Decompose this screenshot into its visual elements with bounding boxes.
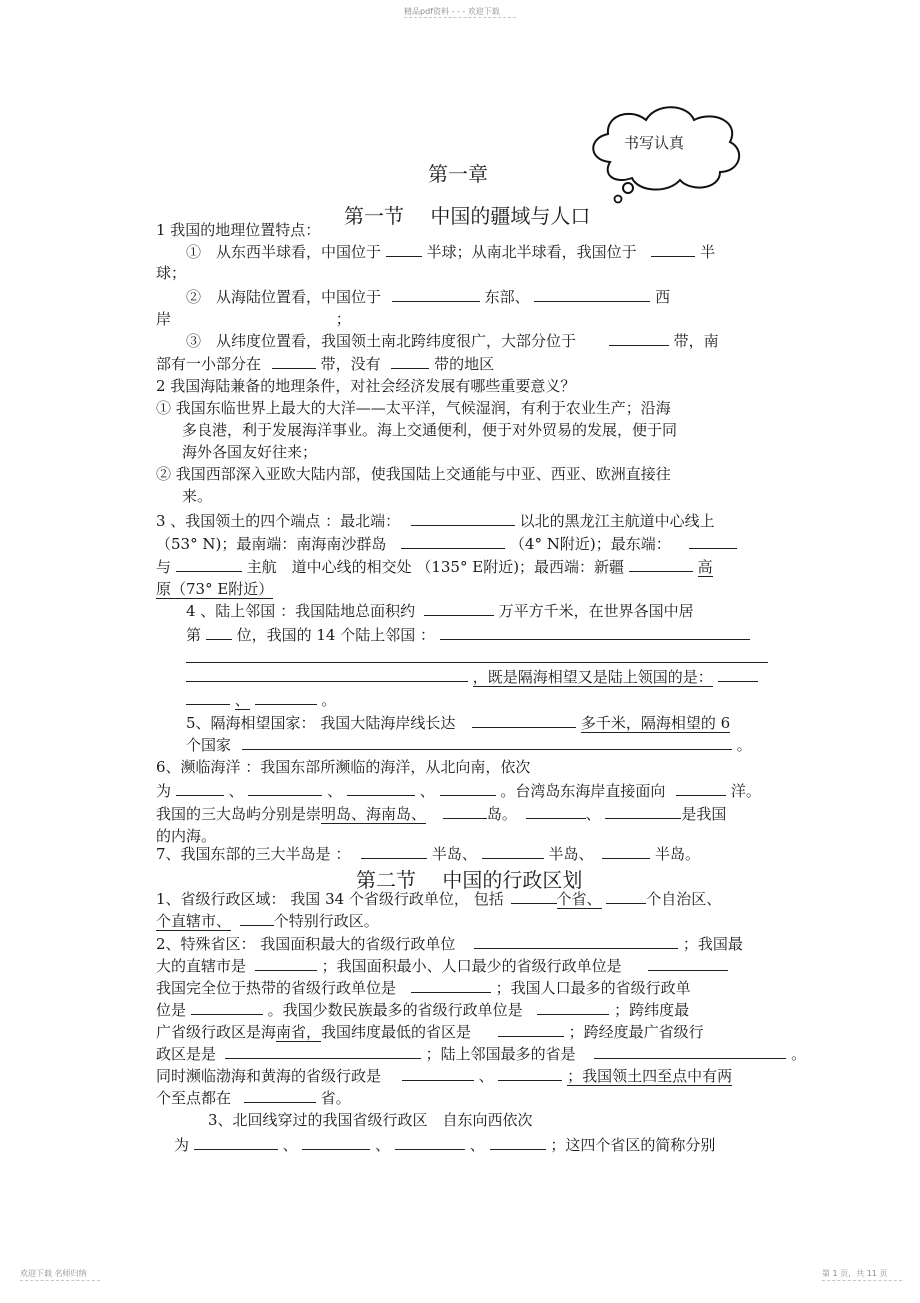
q4-blank-both[interactable] bbox=[718, 666, 758, 682]
s2q3-b5: ；这四个省区的简称分别 bbox=[550, 1136, 716, 1154]
q3-blank-east[interactable] bbox=[689, 533, 737, 549]
s2q2-a1: 2、特殊省区： 我国面积最大的省级行政单位 bbox=[156, 935, 456, 953]
s2q3-b4: 、 bbox=[469, 1136, 485, 1154]
s2q2-d2: 。我国少数民族最多的省级行政单位是 bbox=[267, 1001, 523, 1019]
s2q2-d3: ；跨纬度最 bbox=[614, 1001, 690, 1019]
q4-blank-neighbors-3[interactable] bbox=[186, 666, 468, 682]
s2q2-e3: 我国纬度最低的省区是 bbox=[321, 1023, 472, 1041]
s2q2-f2: ；陆上邻国最多的省是 bbox=[425, 1045, 576, 1063]
q1-line-b2 bbox=[156, 309, 351, 330]
q1-blank-temperate[interactable] bbox=[609, 330, 669, 346]
page-footer-left: 欢迎下载 名师归纳 bbox=[20, 1269, 87, 1278]
q1-a3: 半 bbox=[700, 243, 716, 261]
q7-blank-peninsula-3[interactable] bbox=[602, 843, 650, 859]
s2q2-a2: ；我国最 bbox=[682, 935, 743, 953]
s2q2-blank-populous[interactable] bbox=[191, 999, 263, 1015]
header-divider bbox=[404, 17, 516, 18]
q4-e1: 、 bbox=[234, 691, 250, 709]
q6-blank-inland-sea-2[interactable] bbox=[605, 803, 681, 819]
s2q2-f1: 政区是是 bbox=[156, 1045, 217, 1063]
q2-p2a: ② 我国西部深入亚欧大陆内部，使我国陆上交通能与中亚、西亚、欧洲直接往 bbox=[156, 465, 671, 483]
q5-b2: 。 bbox=[736, 736, 752, 754]
q1-b5: ； bbox=[335, 310, 351, 328]
q1-a4: 球； bbox=[156, 264, 187, 282]
q4-a2: 万平方千米，在世界各国中居 bbox=[498, 602, 694, 620]
q5-a1: 5、隔海相望国家： 我国大陆海岸线长达 bbox=[186, 714, 456, 732]
s2q2-g2: 、 bbox=[478, 1067, 494, 1085]
q6-blank-sea-4[interactable] bbox=[440, 780, 496, 796]
q1-c1: ③ 从纬度位置看，我国领土南北跨纬度很广，大部分位于 bbox=[186, 332, 577, 350]
q7-blank-peninsula-1[interactable] bbox=[361, 843, 427, 859]
q1-blank-hemisphere-ew[interactable] bbox=[386, 241, 422, 257]
s2q2-e1: 广省级行政区是海 bbox=[156, 1023, 277, 1041]
s2q1-a1: 1、省级行政区域： 我国 34 个省级行政单位， 包括 bbox=[156, 890, 504, 908]
s2q2-c2: ；我国人口最多的省级行政单 bbox=[495, 979, 691, 997]
s2q2-blank-most-neighbors[interactable] bbox=[594, 1043, 786, 1059]
s2q3-line-b bbox=[174, 1134, 715, 1156]
s2q3-b3: 、 bbox=[375, 1136, 391, 1154]
footer-divider-right bbox=[822, 1280, 902, 1281]
q1-c5: 带的地区 bbox=[434, 355, 495, 373]
page-footer-right: 第 1 页，共 11 页 bbox=[822, 1269, 888, 1278]
q6-b1: 为 bbox=[156, 782, 172, 800]
s2q3-b2: 、 bbox=[282, 1136, 298, 1154]
section1-title: 第一节 中国的疆域与人口 bbox=[344, 204, 591, 228]
q1-head: 1 我国的地理位置特点： bbox=[156, 221, 321, 239]
q3-a1: 3 、我国领土的四个端点 ：最北端： bbox=[156, 512, 401, 530]
s2q2-g1: 同时濒临渤海和黄海的省级行政是 bbox=[156, 1067, 382, 1085]
q1-b1: ② 从海陆位置看，中国位于 bbox=[186, 288, 382, 306]
s2q2-blank-bohai-2[interactable] bbox=[498, 1065, 562, 1081]
q5-b1: 个国家 bbox=[186, 736, 232, 754]
q6-blank-taiwan-ocean[interactable] bbox=[676, 780, 726, 796]
s2q2-line-h bbox=[156, 1087, 351, 1109]
q4-line-b bbox=[186, 624, 750, 646]
s2q2-e2: 南省， bbox=[276, 1023, 322, 1041]
s2q2-line-g bbox=[156, 1065, 732, 1087]
q6-blank-sea-3[interactable] bbox=[347, 780, 415, 796]
stamp-text: 书写认真 bbox=[624, 134, 685, 152]
s2q2-h2: 省。 bbox=[320, 1089, 351, 1107]
q4-b1: 第 bbox=[186, 626, 202, 644]
q3-b1: （53° N)；最南端：南海南沙群岛 bbox=[156, 535, 387, 553]
q1-line-a bbox=[186, 241, 715, 263]
s2q2-line-b bbox=[156, 955, 728, 977]
q4-blank-neighbors-1[interactable] bbox=[440, 624, 750, 640]
q6-b4: 、 bbox=[419, 782, 435, 800]
q3-line-c bbox=[156, 556, 713, 578]
s2q2-blank-tropical[interactable] bbox=[411, 977, 491, 993]
s2q2-b2: ；我国面积最小、人口最少的省级行政单位是 bbox=[321, 957, 622, 975]
q5-a2: 多千米，隔海相望的 6 bbox=[580, 714, 731, 732]
q3-a2: 以北的黑龙江主航道中心线上 bbox=[519, 512, 715, 530]
s2q2-line-e bbox=[156, 1021, 704, 1043]
s2q3-blank-province-4[interactable] bbox=[490, 1134, 546, 1150]
q3-b2: （4° N附近)；最东端： bbox=[509, 535, 671, 553]
q6-line-c bbox=[156, 803, 726, 825]
q2-head: 2 我国海陆兼备的地理条件，对社会经济发展有哪些重要意义？ bbox=[156, 377, 576, 395]
q6-d1: 的内海。 bbox=[156, 827, 217, 845]
q1-line-c bbox=[186, 330, 719, 352]
s2q2-blank-municipality[interactable] bbox=[255, 955, 317, 971]
s2q1-blank-provinces[interactable] bbox=[511, 888, 557, 904]
s2q1-line-b bbox=[156, 910, 379, 932]
q3-c3: 高 bbox=[697, 558, 713, 576]
s2q1-b1: 个直辖市、 bbox=[156, 912, 232, 930]
section2-title: 第二节 中国的行政区划 bbox=[356, 868, 583, 892]
q4-a1: 4 、陆上邻国 ：我国陆地总面积约 bbox=[186, 602, 416, 620]
s2q2-blank-bohai-1[interactable] bbox=[402, 1065, 474, 1081]
q4-blank-rank[interactable] bbox=[206, 624, 232, 640]
q4-b2: 位，我国的 14 个陆上邻国 ： bbox=[236, 626, 435, 644]
q3-blank-north[interactable] bbox=[411, 510, 515, 526]
q6-blank-sea-1[interactable] bbox=[176, 780, 224, 796]
q3-line-a bbox=[156, 510, 715, 532]
s2q3-b1: 为 bbox=[174, 1136, 190, 1154]
q1-blank-hemisphere-ns[interactable] bbox=[651, 241, 695, 257]
q3-blank-east-river[interactable] bbox=[176, 556, 242, 572]
q7-line bbox=[156, 843, 700, 865]
q1-blank-frigid[interactable] bbox=[391, 353, 429, 369]
q4-d1: ，既是隔海相望又是陆上领国的是： bbox=[472, 668, 713, 686]
s2q2-blank-largest[interactable] bbox=[474, 933, 678, 949]
cloud-stamp-icon bbox=[580, 100, 750, 210]
q6-c1: 我国的三大岛屿分别是崇 bbox=[156, 805, 322, 823]
q1-a2: 半球；从南北半球看，我国位于 bbox=[426, 243, 637, 261]
s2q1-blank-autonomous[interactable] bbox=[606, 888, 646, 904]
q2-p2b: 来。 bbox=[182, 487, 213, 505]
q1-c4: 带，没有 bbox=[320, 355, 381, 373]
s2q3-a1: 3、北回线穿过的我国省级行政区 自东向西依次 bbox=[208, 1111, 533, 1129]
q4-blank-both-2[interactable] bbox=[255, 689, 317, 705]
s2q1-a2: 个省、 bbox=[556, 890, 602, 908]
q4-line-d bbox=[186, 666, 758, 688]
s2q1-line-a bbox=[156, 888, 721, 910]
s2q2-line-a bbox=[156, 933, 743, 955]
q4-e2: 。 bbox=[321, 691, 337, 709]
q6-b3: 、 bbox=[327, 782, 343, 800]
q6-line-b bbox=[156, 780, 761, 802]
q2-p1c: 海外各国友好往来； bbox=[182, 443, 318, 461]
q3-c2: 主航 道中心线的相交处 （135° E附近)；最西端：新疆 bbox=[246, 558, 625, 576]
q1-blank-continent[interactable] bbox=[392, 286, 480, 302]
s2q3-blank-province-3[interactable] bbox=[395, 1134, 465, 1150]
q1-c2: 带，南 bbox=[673, 332, 719, 350]
q6-blank-sea-2[interactable] bbox=[248, 780, 322, 796]
q5-line-a bbox=[186, 712, 730, 734]
q3-line-b bbox=[156, 533, 737, 555]
q2-p1a: ① 我国东临世界上最大的大洋——太平洋，气候湿润，有利于农业生产；沿海 bbox=[156, 399, 671, 417]
q3-d1-text: 原（73° E附近） bbox=[156, 580, 274, 598]
q7-a4: 半岛。 bbox=[655, 845, 701, 863]
q3-blank-south[interactable] bbox=[401, 533, 505, 549]
s2q3-blank-province-1[interactable] bbox=[194, 1134, 278, 1150]
s2q2-g3: ；我国领土四至点中有两 bbox=[567, 1067, 733, 1085]
s2q1-b2: 个特别行政区。 bbox=[273, 912, 379, 930]
q7-blank-peninsula-2[interactable] bbox=[482, 843, 544, 859]
s2q2-line-c bbox=[156, 977, 691, 999]
q3-c1: 与 bbox=[156, 558, 172, 576]
q3-d1 bbox=[156, 579, 273, 600]
s2q3-blank-province-2[interactable] bbox=[302, 1134, 370, 1150]
s2q2-blank-lowest-lat[interactable] bbox=[498, 1021, 564, 1037]
s2q2-blank-minorities[interactable] bbox=[537, 999, 609, 1015]
q1-line-c2 bbox=[156, 353, 494, 375]
s2q2-line-d bbox=[156, 999, 689, 1021]
q6-c3: 南岛、 bbox=[381, 805, 427, 823]
page-header-text: 精品pdf资料 - - - 欢迎下载 bbox=[404, 7, 500, 16]
q1-blank-ocean[interactable] bbox=[534, 286, 650, 302]
chapter-title: 第一章 bbox=[428, 162, 488, 186]
q4-blank-neighbors-2[interactable] bbox=[186, 647, 768, 663]
q1-line-b bbox=[186, 286, 670, 308]
q5-blank-coastline[interactable] bbox=[472, 712, 576, 728]
s2q2-c1: 我国完全位于热带的省级行政单位是 bbox=[156, 979, 397, 997]
q4-line-e bbox=[186, 689, 336, 711]
q1-b4: 岸 bbox=[156, 310, 172, 328]
q1-blank-tropical[interactable] bbox=[272, 353, 316, 369]
q6-b6: 洋。 bbox=[730, 782, 761, 800]
q6-c5: 、 bbox=[585, 805, 601, 823]
s2q2-h1: 个至点都在 bbox=[156, 1089, 232, 1107]
q1-c3: 部有一小部分在 bbox=[156, 355, 262, 373]
q4-line-a bbox=[186, 600, 694, 622]
s2q2-blank-longitude[interactable] bbox=[225, 1043, 421, 1059]
s2q1-a3: 个自治区、 bbox=[646, 890, 722, 908]
q6-c4: 岛。 bbox=[486, 805, 517, 823]
s2q2-line-f bbox=[156, 1043, 806, 1065]
q1-a1: ① 从东西半球看，中国位于 bbox=[186, 243, 382, 261]
q6-blank-island[interactable] bbox=[443, 803, 487, 819]
s2q2-e4: ；跨经度最广省级行 bbox=[568, 1023, 704, 1041]
s2q2-blank-extremes[interactable] bbox=[244, 1087, 316, 1103]
q7-a2: 半岛、 bbox=[431, 845, 477, 863]
q3-blank-west[interactable] bbox=[629, 556, 693, 572]
q7-a1: 7、我国东部的三大半岛是 ： bbox=[156, 845, 351, 863]
q6-c6: 是我国 bbox=[681, 805, 727, 823]
s2q2-f3: 。 bbox=[791, 1045, 807, 1063]
q6-b5: 。台湾岛东海岸直接面向 bbox=[500, 782, 666, 800]
q5-line-b bbox=[186, 734, 752, 756]
q6-blank-inland-sea-1[interactable] bbox=[526, 803, 586, 819]
s2q2-b1: 大的直辖市是 bbox=[156, 957, 247, 975]
s2q2-blank-smallest[interactable] bbox=[648, 955, 728, 971]
q6-b2: 、 bbox=[228, 782, 244, 800]
q4-blank-area[interactable] bbox=[424, 600, 494, 616]
s2q1-blank-sar[interactable] bbox=[240, 910, 274, 926]
q4-blank-both-1[interactable] bbox=[186, 689, 230, 705]
q6-a1: 6、濒临海洋 ：我国东部所濒临的海洋，从北向南，依次 bbox=[156, 758, 531, 776]
q1-b2: 东部、 bbox=[484, 288, 530, 306]
q1-b3: 西 bbox=[655, 288, 671, 306]
q7-a3: 半岛、 bbox=[548, 845, 594, 863]
q5-blank-countries[interactable] bbox=[242, 734, 732, 750]
q2-p1b: 多良港，利于发展海洋事业。海上交通便利，便于对外贸易的发展，便于同 bbox=[182, 421, 678, 439]
s2q2-d1: 位是 bbox=[156, 1001, 187, 1019]
q6-c2: 明岛、海 bbox=[321, 805, 382, 823]
footer-divider-left bbox=[20, 1280, 100, 1281]
